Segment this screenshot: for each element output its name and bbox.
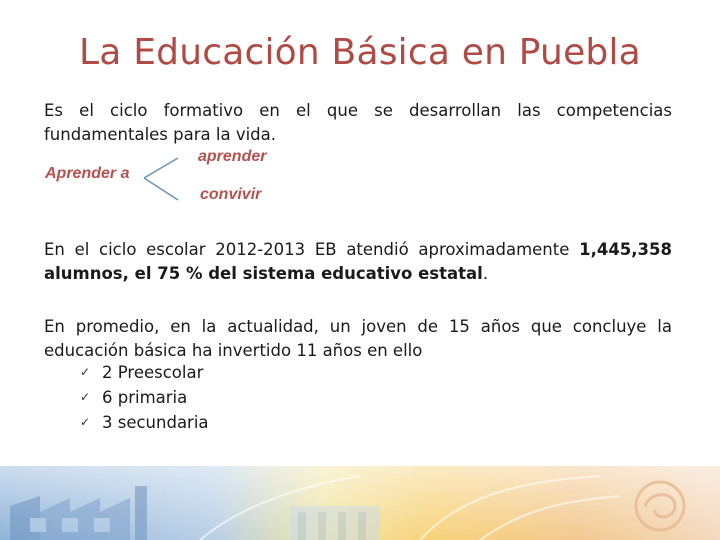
checkmark-icon: ✓ xyxy=(80,415,91,429)
checkmark-icon: ✓ xyxy=(80,365,91,379)
list-item xyxy=(80,410,209,435)
years-checklist xyxy=(80,360,209,435)
paragraph-years-line-1: En promedio, en la actualidad, un joven de 15 años que concluye la xyxy=(44,317,672,336)
arrow-up-line xyxy=(144,158,178,178)
enrollment-period: . xyxy=(482,264,489,283)
paragraph-years xyxy=(44,315,672,363)
list-item xyxy=(80,385,209,410)
decorative-footer-banner xyxy=(0,466,720,540)
paragraph-years-line-2: educación básica ha invertido 11 años en ello xyxy=(44,341,423,360)
paragraph-definition-line-1: Es el ciclo formativo en el que se desarrollan las competencias xyxy=(44,101,672,120)
diagram-branch-aprender: aprender xyxy=(198,148,267,165)
enrollment-share: alumnos, el 75 % del sistema educativo estatal xyxy=(44,264,483,283)
building-columns-icon xyxy=(290,506,380,540)
paragraph-definition xyxy=(44,99,672,147)
list-item-label: 3 secundaria xyxy=(102,413,209,432)
list-item-label: 6 primaria xyxy=(102,388,188,407)
enrollment-number: 1,445,358 xyxy=(579,240,672,259)
diagram-root-label: Aprender a xyxy=(45,165,130,182)
diagram-branch-convivir: convivir xyxy=(200,186,262,203)
branch-arrows xyxy=(140,156,200,202)
checkmark-icon: ✓ xyxy=(80,390,91,404)
enrollment-text: En el ciclo escolar 2012-2013 EB atendió aproximadamente xyxy=(44,240,580,259)
list-item xyxy=(80,360,209,385)
paragraph-enrollment-line-1 xyxy=(44,238,672,262)
paragraph-definition-line-2: fundamentales para la vida. xyxy=(44,125,276,144)
arrow-down-line xyxy=(144,178,178,200)
paragraph-enrollment xyxy=(44,238,672,286)
paragraph-enrollment-line-2 xyxy=(44,264,488,283)
list-item-label: 2 Preescolar xyxy=(102,363,204,382)
slide-title: La Educación Básica en Puebla xyxy=(79,32,641,73)
